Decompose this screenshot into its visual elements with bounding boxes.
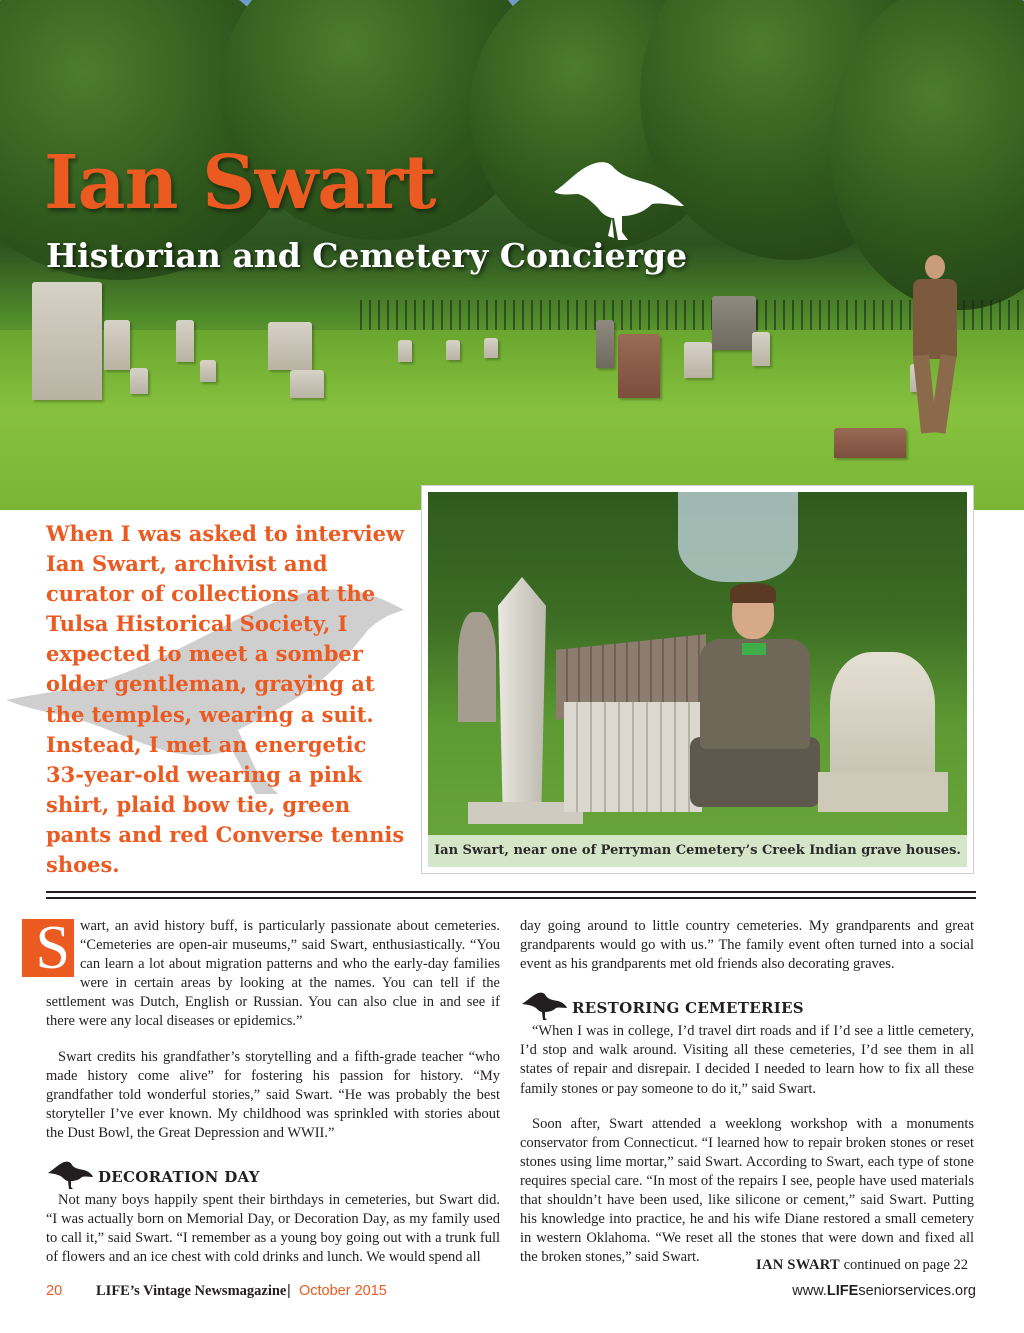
grave-house <box>556 642 706 812</box>
article-column-1 <box>35 914 500 1267</box>
hero-photo <box>0 0 1024 510</box>
subheading-restoring-cemeteries: RESTORING CEMETERIES <box>520 988 974 1020</box>
body-paragraph: Not many boys happily spent their birthdays in cemeteries, but Swart did. “I was actually born on Memorial Day, or Decoration Day, as my family used to call it,” said Swart. “I remember as a young boy going out with a trunk full of flowers and an ice chest with cold drinks and lunch. We would spend all <box>46 1192 500 1266</box>
drop-cap: S <box>22 919 74 977</box>
crow-icon <box>520 988 568 1020</box>
article-column-2 <box>520 917 974 1267</box>
walking-man <box>905 255 963 435</box>
section-divider <box>46 891 976 899</box>
photo-caption: Ian Swart, near one of Perryman Cemetery’s Creek Indian grave houses. <box>428 835 967 867</box>
subheading-decoration-day: DECORATION DAY <box>46 1157 500 1189</box>
page-subtitle: Historian and Cemetery Concierge <box>46 236 688 275</box>
issue-date: October 2015 <box>299 1283 387 1299</box>
footer-separator: | <box>287 1283 291 1299</box>
continued-note: IAN SWART continued on page 22 <box>756 1257 969 1273</box>
intro-paragraph: When I was asked to interview Ian Swart, archivist and curator of collections at the Tulsa Historical Society, I expected to meet a somber older gentleman, graying at the temples, wearing a suit. Instead, I met an energetic 33-year-old wearing a pink shirt, plaid bow tie, green pants and red Converse tennis shoes. <box>46 521 405 878</box>
body-paragraph: “When I was in college, I’d travel dirt roads and if I’d see a little cemetery, I’d stop and walk around. Visiting all these cemeteries, I’d see them in all states of repair and disrepair. I decided I needed to learn how to fix all these family stones or pay someone to do it,” said Swart. <box>520 1023 974 1097</box>
page-title: Ian Swart <box>44 140 436 226</box>
crow-icon <box>548 152 688 244</box>
publication-name: LIFE’s Vintage Newsmagazine <box>96 1283 287 1299</box>
crow-icon <box>46 1157 94 1189</box>
ian-swart-portrait <box>690 587 820 817</box>
page-number: 20 <box>46 1283 63 1299</box>
feature-photo <box>421 485 974 874</box>
body-paragraph: Swart credits his grandfather’s storytelling and a fifth-grade teacher “who made history come alive” for fostering his passion for history. “My grandfather told wonderful stories,” said Swart. “He was probably the best storyteller I’ve ever known. My childhood was sprinkled with stories about the Dust Bowl, the Great Depression and WWII.” <box>46 1048 500 1141</box>
body-paragraph: day going around to little country cemeteries. My grandparents and great grandparents would go with us.” The family event often turned into a social event as his grandparents met old friends also decorating graves. <box>520 918 974 973</box>
body-paragraph: Soon after, Swart attended a weeklong workshop with a monuments conservator from Connecticut. “I learned how to repair broken stones or reset stones using lime mortar,” said Swart. According to Swart, each type of stone requires special care. “In most of the repairs I see, people have used materials that shouldn’t have been used, like silicone or cement,” said Swart. Putting his knowledge into practice, he and his wife Diane restored a small cemetery in western Oklahoma. “We reset all the stones that were down and fixed all the broken stones,” said Swart. <box>520 1115 974 1266</box>
website-link[interactable]: www.LIFEseniorservices.org <box>792 1283 976 1299</box>
body-paragraph: S wart, an avid history buff, is particularly passionate about cemeteries. “Cemeteries are open-air museums,” said Swart, enthusiastically. “You can learn a lot about migration patterns and who the early-day families were in certain areas by looking at the names. You can tell if the settlement was Dutch, English or Russian. You can also clue in and see if there were any local diseases or epidemics.” <box>46 917 500 1032</box>
